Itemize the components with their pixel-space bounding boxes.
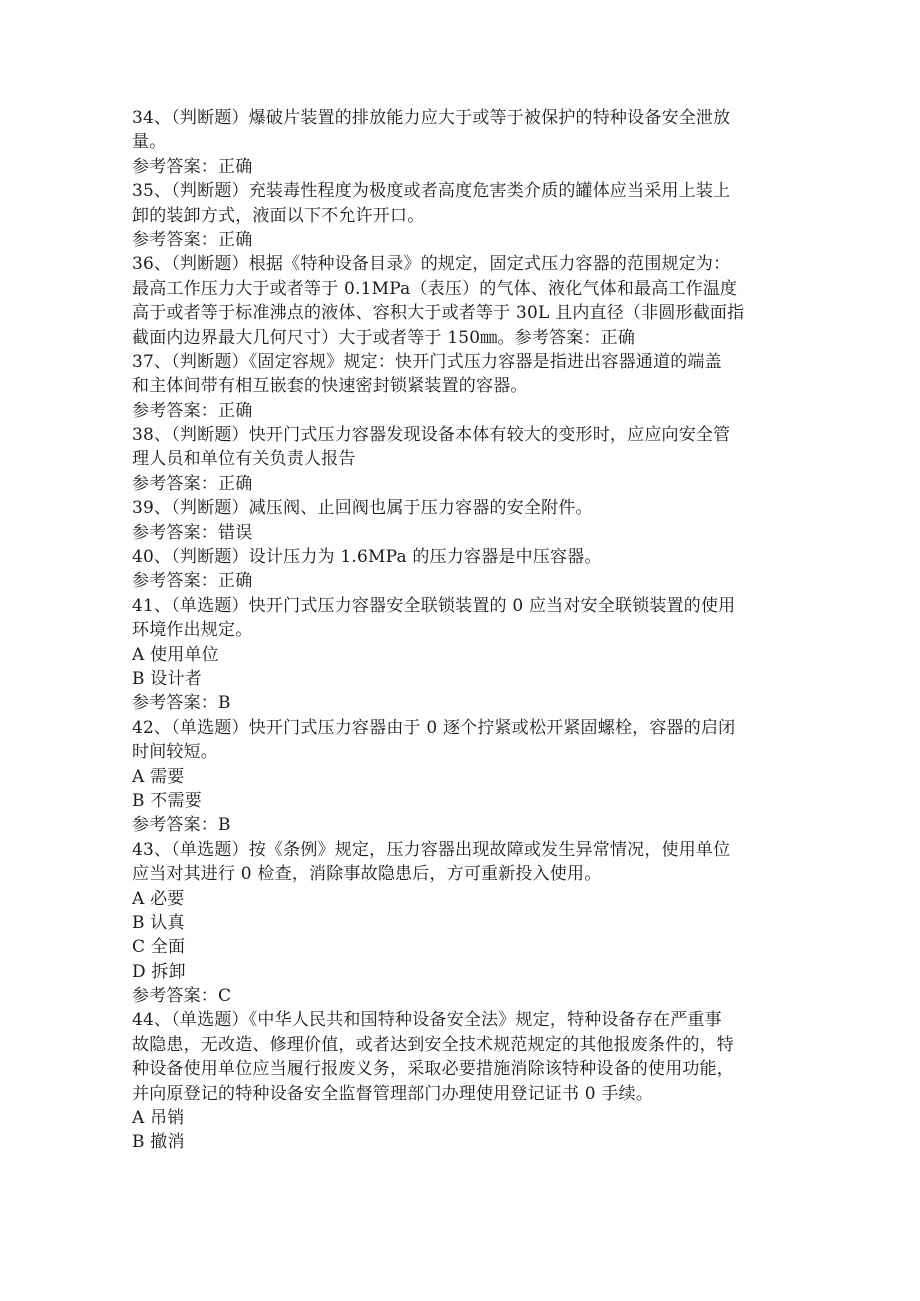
reference-answer: 参考答案：正确: [132, 156, 253, 177]
reference-answer: 参考答案：错误: [132, 522, 253, 543]
reference-answer: 参考答案：正确: [132, 229, 253, 250]
question-text-line: 和主体间带有相互嵌套的快速密封锁紧装置的容器。: [132, 376, 528, 397]
answer-option: A 必要: [132, 888, 185, 909]
question-text-line: 41、（单选题）快开门式压力容器安全联锁装置的 0 应当对安全联锁装置的使用: [132, 595, 736, 616]
question-text-line: 40、（判断题）设计压力为 1.6MPa 的压力容器是中压容器。: [132, 547, 602, 568]
question-text-line: 35、（判断题）充装毒性程度为极度或者高度危害类介质的罐体应当采用上装上: [132, 181, 731, 202]
answer-option: D 拆卸: [132, 961, 186, 982]
question-text-line: 37、（判断题）《固定容规》规定：快开门式压力容器是指进出容器通道的端盖: [132, 351, 722, 372]
answer-option: B 认真: [132, 912, 185, 933]
reference-answer: 参考答案：B: [132, 815, 231, 836]
question-text-line: 截面内边界最大几何尺寸）大于或者等于 150㎜。参考答案：正确: [132, 327, 636, 348]
answer-option: B 撤消: [132, 1132, 185, 1153]
question-block: [132, 1008, 786, 1154]
reference-answer: 参考答案：C: [132, 986, 232, 1007]
answer-option: B 设计者: [132, 668, 202, 689]
reference-answer: 参考答案：正确: [132, 473, 253, 494]
question-text-line: 44、（单选题）《中华人民共和国特种设备安全法》规定，特种设备存在严重事: [132, 1010, 722, 1031]
answer-option: A 需要: [132, 766, 185, 787]
question-text-line: 理人员和单位有关负责人报告: [132, 449, 356, 470]
question-text-line: 应当对其进行 0 检查，消除事故隐患后，方可重新投入使用。: [132, 864, 602, 885]
question-text-line: 卸的装卸方式，液面以下不允许开口。: [132, 205, 425, 226]
question-text-line: 最高工作压力大于或者等于 0.1MPa（表压）的气体、液化气体和最高工作温度: [132, 278, 738, 299]
answer-option: B 不需要: [132, 790, 202, 811]
question-text-line: 38、（判断题）快开门式压力容器发现设备本体有较大的变形时，应应向安全管: [132, 425, 731, 446]
question-block: [132, 716, 786, 838]
question-block: [132, 496, 786, 545]
answer-option: A 使用单位: [132, 644, 219, 665]
question-text-line: 环境作出规定。: [132, 620, 253, 641]
question-block: [132, 423, 786, 496]
question-block: [132, 594, 786, 716]
question-text-line: 并向原登记的特种设备安全监督管理部门办理使用登记证书 0 手续。: [132, 1083, 654, 1104]
question-text-line: 36、（判断题）根据《特种设备目录》的规定，固定式压力容器的范围规定为：: [132, 254, 731, 275]
question-block: [132, 838, 786, 1009]
question-text-line: 39、（判断题）减压阀、止回阀也属于压力容器的安全附件。: [132, 498, 593, 519]
question-text-line: 34、（判断题）爆破片装置的排放能力应大于或等于被保护的特种设备安全泄放: [132, 108, 731, 128]
question-block: [132, 350, 786, 423]
answer-option: A 吊销: [132, 1108, 185, 1129]
question-block: [132, 179, 786, 252]
question-text-line: 42、（单选题）快开门式压力容器由于 0 逐个拧紧或松开紧固螺栓，容器的启闭: [132, 717, 736, 738]
question-text-line: 种设备使用单位应当履行报废义务，采取必要措施消除该特种设备的使用功能，: [132, 1059, 734, 1080]
reference-answer: 参考答案：正确: [132, 400, 253, 421]
answer-option: C 全面: [132, 937, 186, 958]
question-block: [132, 252, 786, 350]
question-text-line: 43、（单选题）按《条例》规定，压力容器出现故障或发生异常情况，使用单位: [132, 839, 731, 860]
question-text-line: 高于或者等于标准沸点的液体、容积大于或者等于 30L 且内直径（非圆形截面指: [132, 303, 745, 324]
document-page: [132, 106, 786, 1155]
reference-answer: 参考答案：正确: [132, 571, 253, 592]
question-block: [132, 545, 786, 594]
reference-answer: 参考答案：B: [132, 693, 231, 714]
question-text-line: 时间较短。: [132, 742, 218, 763]
question-text-line: 故隐患，无改造、修理价值，或者达到安全技术规范规定的其他报废条件的，特: [132, 1034, 734, 1055]
question-block: [132, 106, 786, 179]
question-text-line: 量。: [132, 132, 167, 153]
